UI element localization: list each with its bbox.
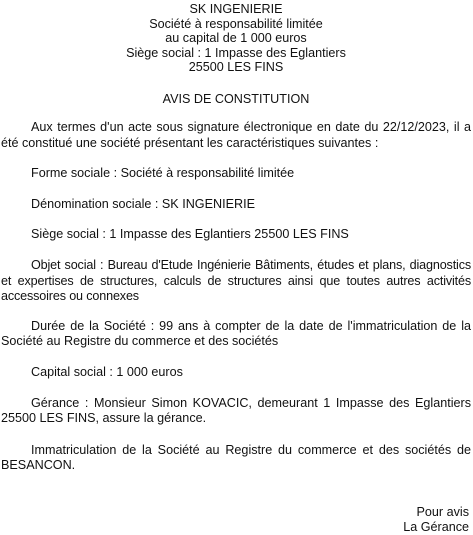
company-header: [1, 0, 471, 75]
signature-line-pour-avis: Pour avis: [416, 504, 469, 519]
company-capital: au capital de 1 000 euros: [165, 31, 307, 46]
siege-social-paragraph: Siège social : 1 Impasse des Eglantiers 25500 LES FINS: [31, 227, 349, 242]
duree-paragraph: Durée de la Société : 99 ans à compter de la date de l'immatriculation de la Société au Registre du commerce et des sociétés: [1, 318, 471, 349]
forme-sociale-paragraph: Forme sociale : Société à responsabilité limitée: [31, 166, 295, 181]
denomination-paragraph: Dénomination sociale : SK INGENIERIE: [31, 196, 255, 211]
company-name: SK INGENIERIE: [189, 2, 283, 16]
intro-paragraph: Aux termes d'un acte sous signature électronique en date du 22/12/2023, il a été constitué une société présentant les caractéristiques suivantes :: [1, 119, 471, 150]
signature-block: [1, 505, 471, 535]
capital-social-paragraph: Capital social : 1 000 euros: [31, 364, 183, 379]
company-city: 25500 LES FINS: [188, 60, 284, 75]
notice-title: AVIS DE CONSTITUTION: [162, 91, 310, 106]
gerance-paragraph: Gérance : Monsieur Simon KOVACIC, demeurant 1 Impasse des Eglantiers 25500 LES FINS, assure la gérance.: [1, 395, 471, 426]
objet-social-paragraph: Objet social : Bureau d'Etude Ingénierie Bâtiments, études et plans, diagnostics et expertises de structures, calculs de structures ainsi que toutes autres activités accessoires ou connexes: [1, 257, 471, 304]
immatriculation-paragraph: Immatriculation de la Société au Registre du commerce et des sociétés de BESANCON.: [1, 442, 471, 473]
company-address: Siège social : 1 Impasse des Eglantiers: [126, 45, 346, 60]
company-legal-form: Société à responsabilité limitée: [149, 16, 323, 31]
signature-line-gerance: La Gérance: [403, 519, 469, 534]
